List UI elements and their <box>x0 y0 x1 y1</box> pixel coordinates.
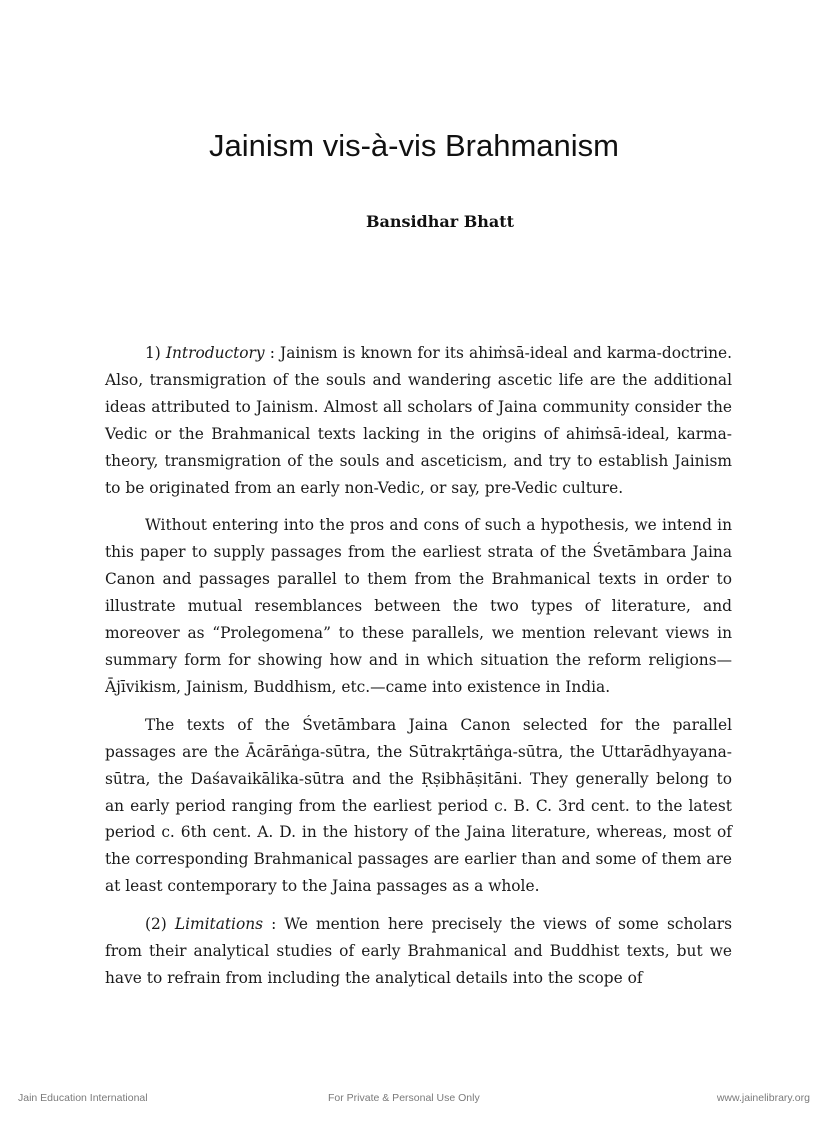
paragraph-text: : We mention here precisely the views of some scholars from their analytical studies of early Brahmanical and Buddhist texts, but we have to refrain from including the analytical details into the scope of <box>105 915 732 987</box>
body-text <box>105 340 732 1003</box>
paragraph-canon-texts <box>105 712 732 900</box>
footer-website-link[interactable]: www.jainelibrary.org <box>716 1092 810 1104</box>
footer-publisher: Jain Education International <box>18 1092 148 1104</box>
paragraph-text: : Jainism is known for its ahiṁsā-ideal and karma-doctrine. Also, transmigration of the souls and wandering ascetic life are the additional ideas attributed to Jainism. Almost all scholars of Jaina community consider the Vedic or the Brahmanical texts lacking in the origins of ahiṁsā-ideal, karma-theory, transmigration of the souls and asceticism, and try to establish Jainism to be originated from an early non-Vedic, or say, pre-Vedic culture. <box>105 344 732 497</box>
paragraph-text: Without entering into the pros and cons of such a hypothesis, we intend in this paper to supply passages from the earliest strata of the Śvetāmbara Jaina Canon and passages parallel to them from the Brahmanical texts in order to illustrate mutual resemblances between the two types of literature, and moreover as “Prolegomena” to these parallels, we mention relevant views in summary form for showing how and in which situation the reform religions—Ājīvikism, Jainism, Buddhism, etc.—came into existence in India. <box>105 516 732 696</box>
section-heading: Limitations <box>174 915 264 934</box>
page-title: Jainism vis-à-vis Brahmanism <box>209 128 619 163</box>
footer-usage-notice: For Private & Personal Use Only <box>328 1092 480 1104</box>
section-number: 1) <box>145 344 166 362</box>
paragraph-introductory <box>105 340 732 501</box>
paragraph-hypothesis <box>105 512 732 700</box>
section-heading: Introductory <box>165 344 265 362</box>
paragraph-limitations <box>105 911 732 992</box>
author-name: Bansidhar Bhatt <box>365 212 515 231</box>
section-number: (2) <box>145 915 175 934</box>
paragraph-text: The texts of the Śvetāmbara Jaina Canon selected for the parallel passages are the Ācārāṅga-sūtra, the Sūtrakṛtāṅga-sūtra, the Uttarādhyayana-sūtra, the Daśavaikālika-sūtra and the Ṛṣibhāṣitāni. They generally belong to an early period ranging from the earliest period c. B. C. 3rd cent. to the latest period c. 6th cent. A. D. in the history of the Jaina literature, whereas, most of the corresponding Brahmanical passages are earlier than and some of them are at least contemporary to the Jaina passages as a whole. <box>105 715 732 896</box>
